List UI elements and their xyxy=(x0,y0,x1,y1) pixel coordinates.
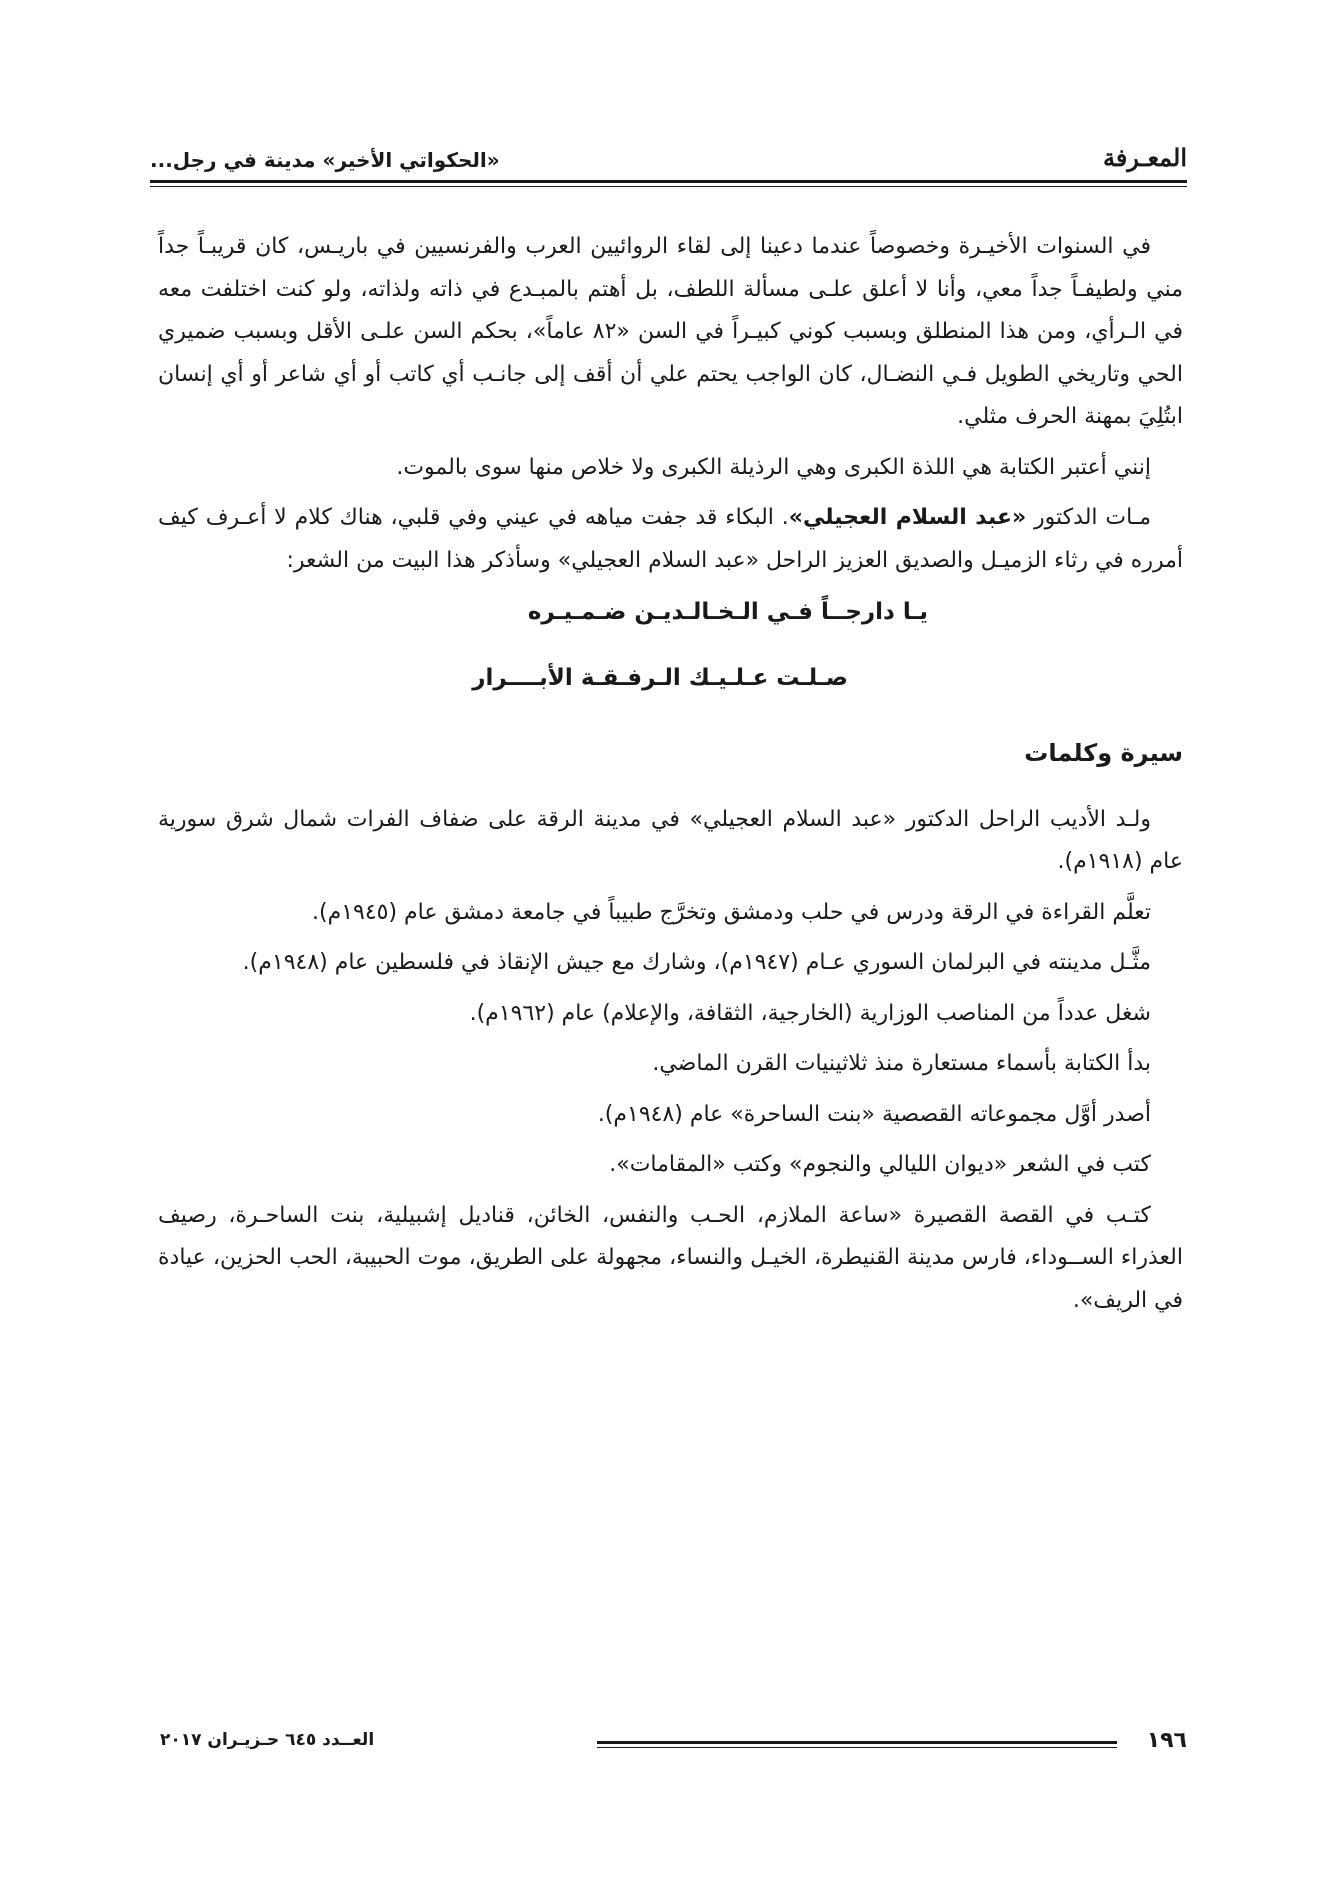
bio-item-4: كتب في الشعر «ديوان الليالي والنجوم» وكتب «المقامات». xyxy=(609,1152,1151,1177)
page-number: ١٩٦ xyxy=(1146,1728,1187,1753)
issue-info: العــدد ٦٤٥ حـزيـران ٢٠١٧ xyxy=(160,1730,375,1750)
bio-item-1: شغل عدداً من المناصب الوزارية (الخارجية، الثقافة، والإعلام) عام (١٩٦٢م). xyxy=(469,1000,1151,1026)
magazine-logo: المعـرفة xyxy=(1102,143,1187,172)
bio-paragraph-2: تعلَّم القراءة في الرقة ودرس في حلب ودمشق وتخرَّج طبيباً في جامعة دمشق عام (١٩٤٥م). xyxy=(312,899,1151,925)
footer-rule xyxy=(597,1741,1117,1744)
section-heading: سيرة وكلمات xyxy=(1024,739,1183,767)
death-text-after: . البكاء قد جفت مياهه في عيني وفي قلبي، هناك كلام لا أعـرف كيف أمرره في رثاء الزميـل والصديق العزيز الراحل «عبد السلام العجيلي» وسأذكر هذا البيت من الشعر: xyxy=(158,505,1183,573)
running-title: «الحكواتي الأخير» مدينة في رجل... xyxy=(150,148,500,172)
death-text-before: مـات الدكتور xyxy=(1026,505,1151,530)
final-paragraph: كتـب في القصة القصيرة «ساعة الملازم، الحـب والنفس، الخائن، قناديل إشبيلية، بنت الساحـرة، رصيف العذراء الســوداء، فارس مدينة القنيطرة، الخيـل والنساء، مجهولة على الطريق، موت الحبيبة، الحب الحزين، عيادة في الريف». xyxy=(158,1202,1183,1313)
poem-verse xyxy=(158,592,1183,698)
poem-line-2: صـلـت عـلـيـك الـرفـقـة الأبــــرار xyxy=(472,665,848,691)
author-name: «عبد السلام العجيلي» xyxy=(788,505,1027,530)
page-header xyxy=(150,128,1187,172)
paragraph-2: إنني أعتبر الكتابة هي اللذة الكبرى وهي الرذيلة الكبرى ولا خلاص منها سوى بالموت. xyxy=(396,454,1151,480)
bio-item-3: أصدر أوَّل مجموعاته القصصية «بنت الساحرة» عام (١٩٤٨م). xyxy=(597,1101,1151,1127)
poem-line-1: يـا دارجــاً فـي الـخـالـديـن ضـمـيـره xyxy=(527,599,928,625)
paragraph-1: في السنوات الأخيـرة وخصوصاً عندما دعينا إلى لقاء الروائيين العرب والفرنسيين في باريـس، كان قريبـاً جداً مني ولطيفـاً جداً معي، وأنا لا أعلق علـى مسألة اللطف، بل أهتم بالمبـدع في ذاته ولذاته، ولو كنت اختلفت معه في الـرأي، ومن هذا المنطلق وبسبب كوني كبيـراً في السن «٨٢ عاماً»، بحكم السن علـى الأقل وبسبب ضميري الحي وتاريخي الطويل فـي النضـال، كان الواجب يحتم علي أن أقف إلى جانـب أي كاتب أو أي شاعر أو أي إنسان ابتُلِيَ بمهنة الحرف مثلي. xyxy=(158,234,1183,429)
bio-item-2: بدأ الكتابة بأسماء مستعارة منذ ثلاثينيات القرن الماضي. xyxy=(652,1051,1151,1076)
bio-paragraph-3: مثَّـل مدينته في البرلمان السوري عـام (١٩٤٧م)، وشارك مع جيش الإنقاذ في فلسطين عام (١٩٤٨م). xyxy=(242,950,1151,975)
article-body xyxy=(158,226,1183,1330)
footer-rule-thin xyxy=(597,1747,1117,1748)
page-footer xyxy=(150,1728,1187,1758)
header-rule-thin xyxy=(150,186,1187,187)
header-rule xyxy=(150,180,1187,183)
paragraph-death xyxy=(158,497,1183,582)
bio-paragraph-1: ولـد الأديب الراحل الدكتور «عبد السلام العجيلي» في مدينة الرقة على ضفاف الفرات شمال شرق سورية عام (١٩١٨م). xyxy=(158,806,1183,874)
